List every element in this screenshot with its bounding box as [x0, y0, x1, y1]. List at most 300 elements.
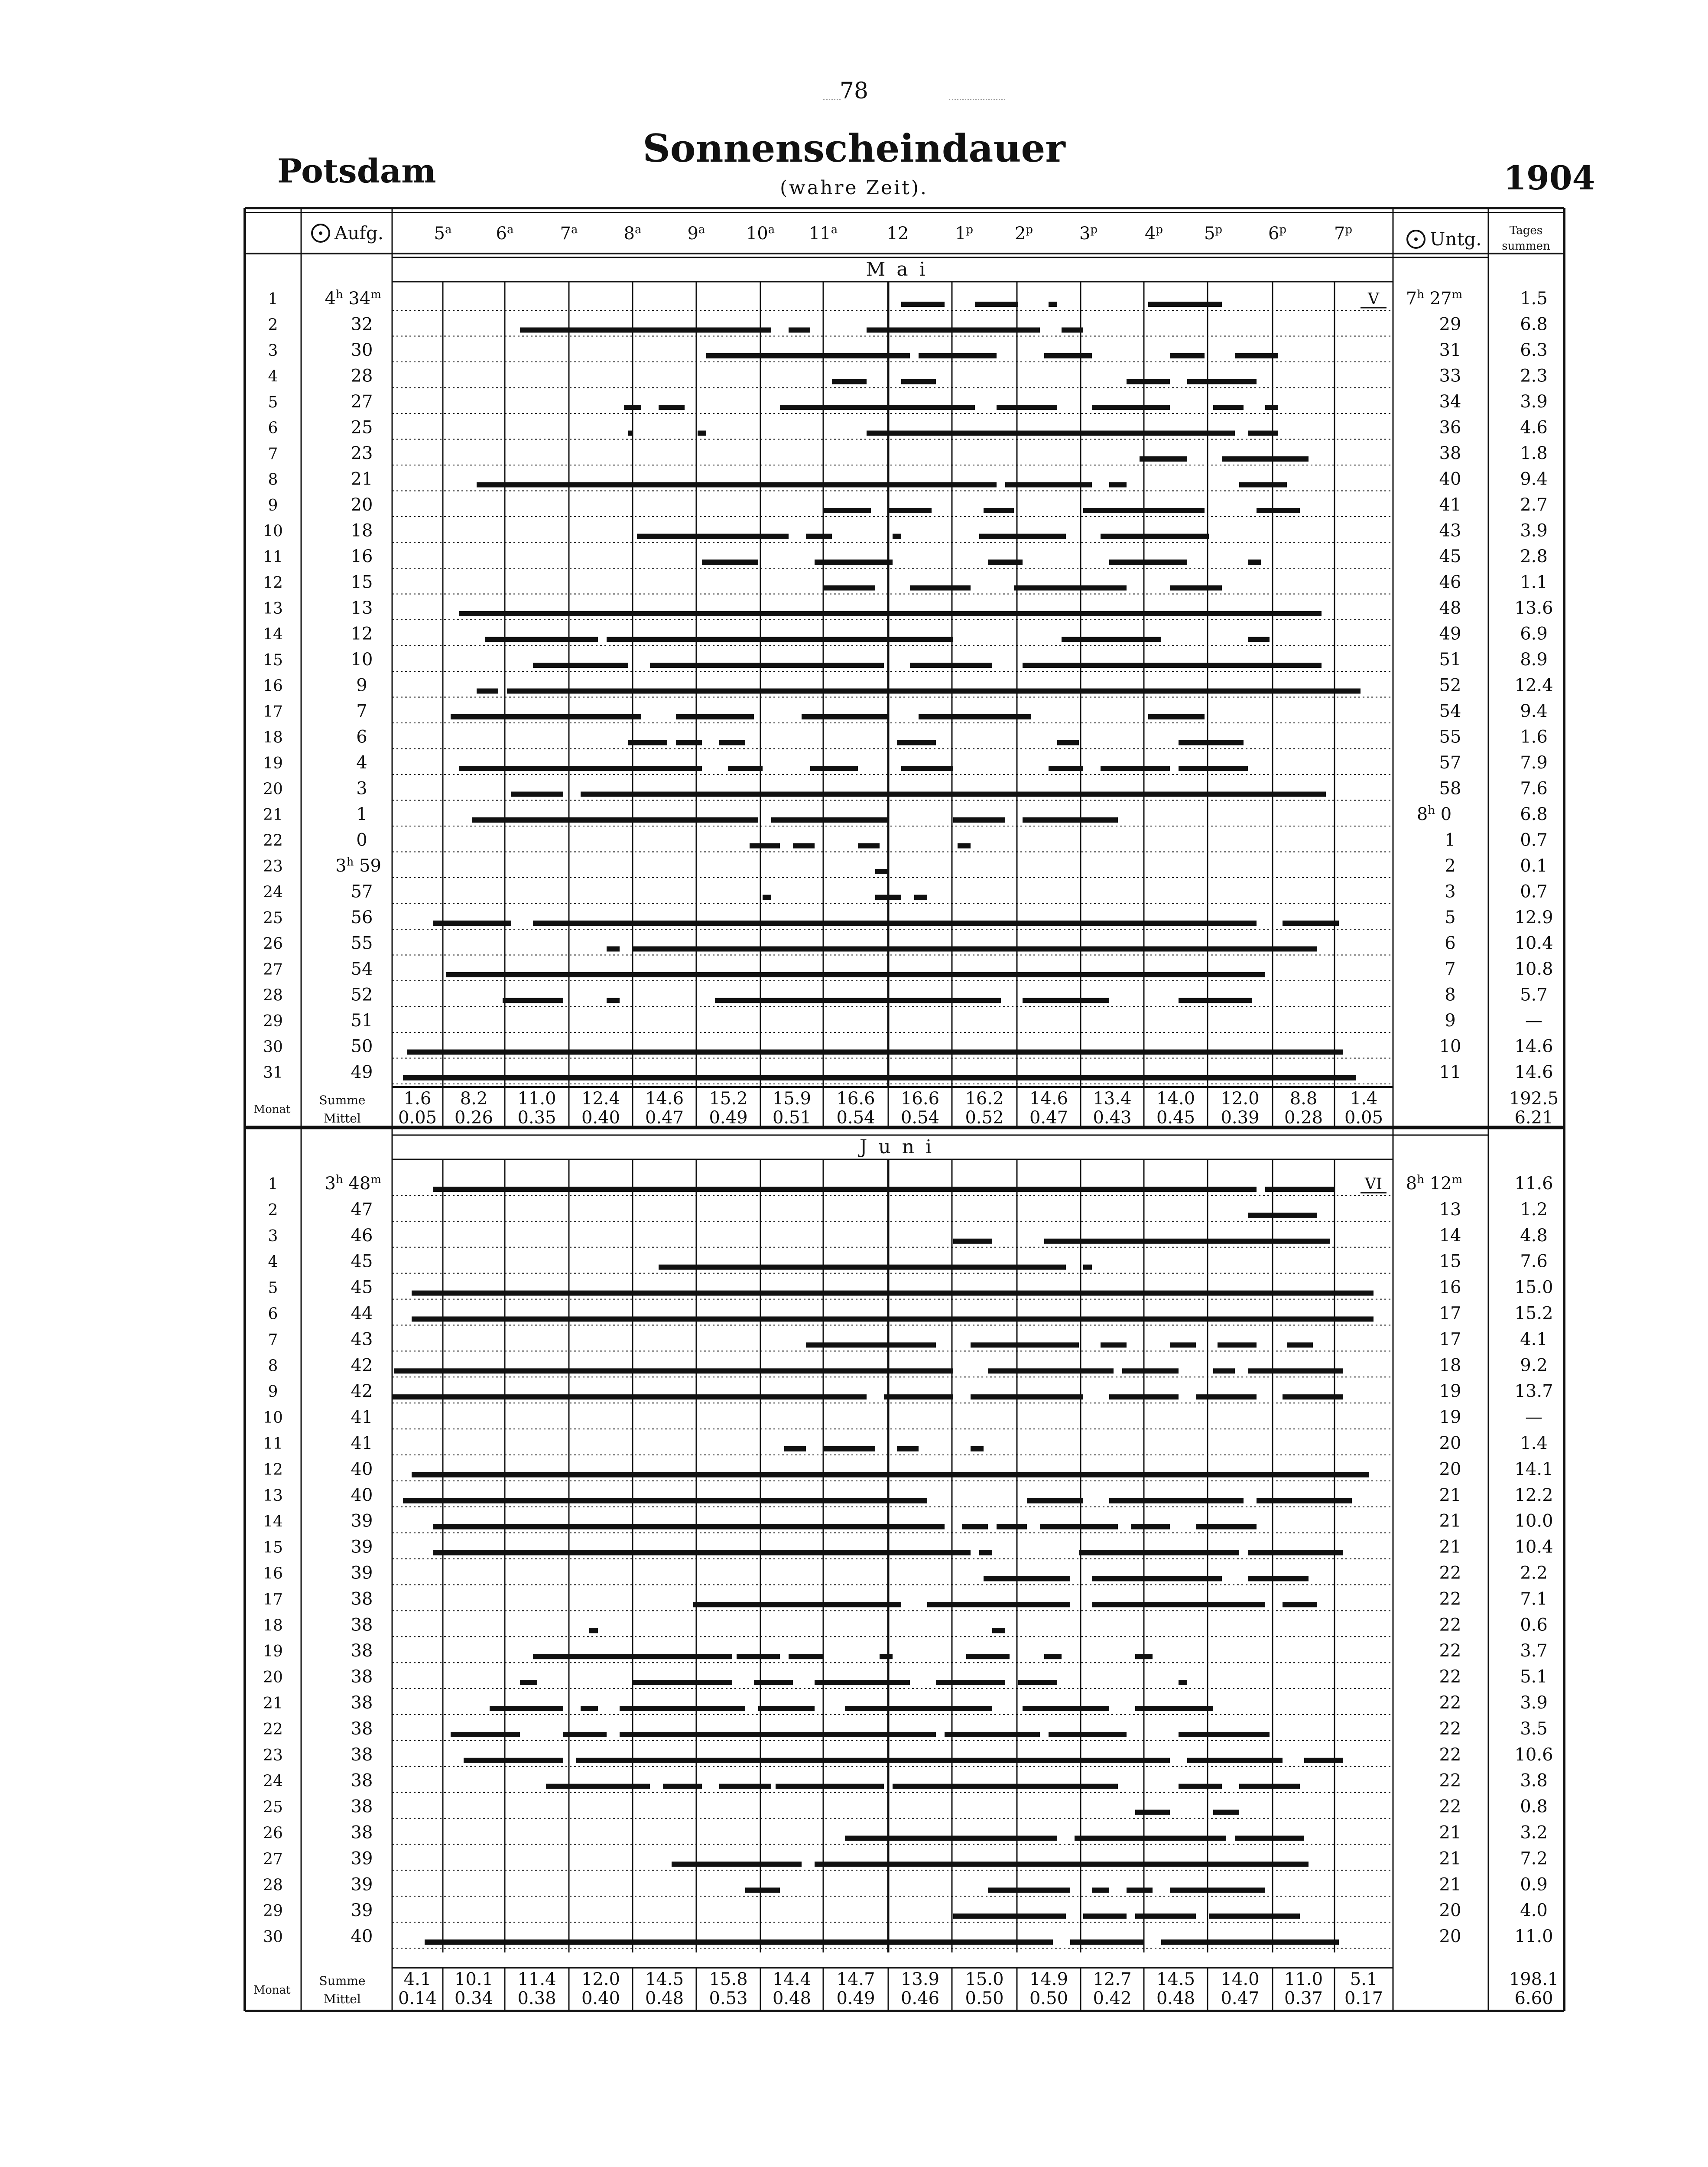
- hourly-sum: 11.0: [1284, 1969, 1323, 1989]
- sunshine-trace: [446, 972, 1265, 977]
- sunshine-trace: [485, 637, 598, 642]
- sunshine-trace: [1057, 740, 1079, 745]
- sunshine-trace: [1075, 1836, 1226, 1841]
- sunshine-trace: [628, 431, 633, 436]
- hourly-mean: 0.35: [517, 1108, 556, 1128]
- sunrise-time: 1: [356, 804, 367, 824]
- sunshine-trace: [1083, 1265, 1092, 1270]
- daily-total: —: [1525, 1011, 1542, 1031]
- sunset-time: 18: [1439, 1355, 1461, 1376]
- sunshine-trace: [624, 405, 641, 410]
- sunrise-time: 43: [351, 1329, 373, 1350]
- sunshine-trace: [1027, 1498, 1083, 1503]
- hourly-sum: 11.0: [517, 1089, 556, 1109]
- day-number: 2: [268, 316, 278, 334]
- sunset-time: 22: [1439, 1589, 1461, 1609]
- sunshine-trace: [477, 689, 498, 694]
- sunshine-trace: [672, 1861, 802, 1867]
- daily-total: 10.4: [1514, 1537, 1553, 1557]
- hourly-mean: 0.17: [1344, 1988, 1383, 2008]
- sunrise-time: 44: [351, 1303, 373, 1324]
- hourly-mean: 0.49: [836, 1988, 875, 2008]
- sunshine-trace: [1283, 1394, 1343, 1399]
- sunshine-trace: [1179, 998, 1252, 1003]
- sunrise-time: 52: [351, 985, 373, 1005]
- day-number: 1: [268, 290, 278, 308]
- sunshine-trace: [1023, 998, 1109, 1003]
- sunshine-trace: [802, 714, 888, 719]
- sunset-time: 21: [1439, 1848, 1461, 1869]
- sunshine-trace: [719, 1784, 771, 1789]
- day-number: 19: [263, 755, 283, 772]
- sunshine-trace: [966, 1654, 1010, 1659]
- day-number: 18: [263, 1617, 283, 1635]
- sunshine-trace: [1179, 1680, 1187, 1685]
- sunrise-time: 49: [351, 1062, 373, 1082]
- day-number: 25: [263, 1798, 283, 1816]
- sunshine-trace: [971, 1394, 1083, 1399]
- sunrise-time: 18: [351, 521, 373, 541]
- daily-total: 6.8: [1520, 314, 1548, 335]
- daily-total: 1.8: [1520, 443, 1548, 463]
- daily-total: 5.1: [1520, 1667, 1548, 1687]
- sunshine-trace: [1235, 1836, 1304, 1841]
- sunset-time: 43: [1439, 521, 1461, 541]
- daily-total: 7.2: [1520, 1848, 1548, 1869]
- sunshine-trace: [459, 611, 1322, 616]
- sunshine-trace: [845, 1706, 992, 1711]
- day-number: 12: [263, 574, 283, 592]
- hourly-mean: 0.05: [1344, 1108, 1383, 1128]
- sunshine-trace: [650, 663, 884, 668]
- sunshine-trace: [1248, 1550, 1343, 1555]
- hourly-sum: 8.8: [1289, 1089, 1318, 1109]
- station-name: Potsdam: [277, 152, 436, 190]
- sunshine-trace: [975, 302, 1018, 307]
- sunset-time: 22: [1439, 1563, 1461, 1583]
- daily-total: 0.6: [1520, 1615, 1548, 1635]
- page-subtitle: (wahre Zeit).: [780, 177, 928, 199]
- sunset-time: 3: [1445, 882, 1456, 902]
- daily-total: 11.6: [1514, 1174, 1553, 1194]
- sunrise-time: 10: [351, 650, 373, 670]
- sunshine-trace: [1257, 508, 1300, 513]
- sunshine-trace: [1049, 1732, 1127, 1737]
- month-total-sum: 192.5: [1509, 1089, 1559, 1109]
- daily-total: 1.6: [1520, 727, 1548, 747]
- sunshine-trace: [1109, 1394, 1179, 1399]
- daily-total: 1.4: [1520, 1433, 1548, 1453]
- mittel-label: Mittel: [324, 1992, 361, 2006]
- sunshine-trace: [789, 1654, 823, 1659]
- sunset-time: 20: [1439, 1900, 1461, 1921]
- sunshine-trace: [815, 1680, 910, 1685]
- sunshine-trace: [637, 534, 789, 539]
- sunshine-trace: [459, 766, 702, 771]
- sunshine-trace: [1170, 1342, 1196, 1347]
- daily-total: —: [1525, 1407, 1542, 1428]
- sunshine-trace: [745, 1887, 780, 1893]
- sunshine-trace: [945, 1732, 1040, 1737]
- sunshine-trace: [1083, 508, 1205, 513]
- hourly-mean: 0.40: [581, 1988, 620, 2008]
- sunshine-trace: [464, 1758, 563, 1763]
- summe-label: Summe: [319, 1093, 366, 1107]
- sunshine-trace: [893, 534, 901, 539]
- sunshine-trace: [910, 586, 971, 591]
- sunshine-trace: [698, 431, 706, 436]
- day-number: 26: [263, 935, 283, 953]
- sunset-time: 15: [1439, 1251, 1461, 1272]
- daily-total: 10.8: [1514, 959, 1553, 979]
- day-number: 13: [263, 600, 283, 618]
- daily-total: 10.6: [1514, 1744, 1553, 1765]
- sunshine-trace: [784, 1446, 806, 1451]
- sunshine-trace: [412, 1291, 1374, 1296]
- sunshine-trace: [392, 1394, 867, 1399]
- hourly-sum: 15.0: [965, 1969, 1004, 1989]
- hourly-sum: 16.2: [965, 1089, 1004, 1109]
- sunshine-trace: [1248, 1368, 1343, 1373]
- sunshine-trace: [607, 998, 620, 1003]
- sunshine-trace: [1287, 1342, 1313, 1347]
- hourly-sum: 14.0: [1156, 1089, 1195, 1109]
- sunshine-trace: [676, 740, 702, 745]
- daily-total: 2.2: [1520, 1563, 1548, 1583]
- sunshine-trace: [607, 947, 620, 952]
- day-number: 21: [263, 1695, 283, 1712]
- sunshine-trace: [919, 353, 997, 358]
- sunrise-time: 51: [351, 1011, 373, 1031]
- day-number: 16: [263, 1565, 283, 1583]
- sunset-time: 19: [1439, 1407, 1461, 1428]
- hourly-mean: 0.51: [772, 1108, 812, 1128]
- sunshine-trace: [1127, 1887, 1153, 1893]
- daily-total: 12.9: [1514, 908, 1553, 927]
- sunshine-trace: [728, 766, 763, 771]
- sunshine-trace: [988, 1887, 1070, 1893]
- day-number: 7: [268, 1331, 278, 1349]
- sunshine-trace: [1265, 405, 1278, 410]
- sunshine-trace: [893, 1784, 1118, 1789]
- sunrise-time: 45: [351, 1251, 373, 1272]
- sunshine-trace: [958, 843, 971, 849]
- sun-symbol-dot: [1414, 238, 1418, 241]
- sunshine-trace: [1122, 1368, 1179, 1373]
- hourly-sum: 8.2: [460, 1089, 488, 1109]
- sunshine-trace: [1023, 1706, 1109, 1711]
- day-number: 24: [263, 1772, 283, 1790]
- hourly-sum: 15.8: [709, 1969, 748, 1989]
- sunshine-trace: [1070, 1939, 1144, 1945]
- hourly-sum: 16.6: [836, 1089, 875, 1109]
- sunshine-trace: [1283, 1602, 1317, 1607]
- sunshine-trace: [1062, 328, 1083, 333]
- sunshine-trace: [433, 1550, 971, 1555]
- sunrise-time: 3$^h$ 48$^m$: [325, 1173, 381, 1194]
- sunrise-time: 54: [351, 959, 373, 979]
- sunset-time: 8$^h$ 12$^m$: [1406, 1173, 1463, 1194]
- sunset-time: 21: [1439, 1485, 1461, 1505]
- hourly-mean: 0.38: [517, 1988, 556, 2008]
- sunshine-trace: [607, 637, 953, 642]
- sunshine-trace: [771, 817, 888, 823]
- sunshine-trace: [533, 921, 1257, 926]
- sunshine-trace: [702, 560, 758, 565]
- day-number: 2: [268, 1201, 278, 1219]
- sunshine-trace: [1265, 1187, 1335, 1192]
- sunshine-trace: [997, 1524, 1027, 1529]
- sunshine-trace: [927, 1602, 1070, 1607]
- sunset-time: 51: [1439, 650, 1461, 670]
- day-number: 15: [263, 651, 283, 669]
- month-total-mean: 6.21: [1514, 1108, 1553, 1128]
- hourly-mean: 0.47: [1221, 1988, 1260, 2008]
- day-number: 26: [263, 1824, 283, 1842]
- sunrise-time: 41: [351, 1407, 373, 1428]
- sunset-time: 22: [1439, 1796, 1461, 1817]
- sunshine-trace: [754, 1680, 793, 1685]
- day-number: 22: [263, 832, 283, 850]
- sunshine-trace: [433, 1187, 1257, 1192]
- sunshine-trace: [810, 766, 858, 771]
- sunshine-trace: [1131, 1524, 1170, 1529]
- sunshine-trace: [1248, 1576, 1309, 1581]
- sunrise-time: 38: [351, 1744, 373, 1765]
- sun-symbol-dot: [319, 231, 322, 235]
- sunshine-trace: [633, 1680, 732, 1685]
- sunshine-trace: [901, 766, 953, 771]
- sunrise-time: 30: [351, 340, 373, 360]
- sunset-time: 8: [1445, 985, 1456, 1005]
- daily-total: 1.1: [1520, 572, 1548, 592]
- day-number: 15: [263, 1539, 283, 1557]
- sunshine-trace: [451, 714, 641, 719]
- hourly-mean: 0.40: [581, 1108, 620, 1128]
- sunshine-trace: [758, 1706, 815, 1711]
- sunset-time: 46: [1439, 572, 1461, 592]
- hourly-sum: 11.4: [517, 1969, 556, 1989]
- sunshine-trace: [815, 1861, 1309, 1867]
- sunset-time: 19: [1439, 1381, 1461, 1402]
- sunshine-trace: [1135, 1810, 1170, 1815]
- sunshine-trace: [953, 1239, 992, 1244]
- sunset-time: 20: [1439, 1926, 1461, 1947]
- daily-total: 3.9: [1520, 392, 1548, 412]
- daily-total: 12.4: [1514, 675, 1553, 696]
- sunset-time: 9: [1445, 1011, 1456, 1031]
- year-label: 1904: [1503, 159, 1595, 197]
- daily-total: 3.7: [1520, 1641, 1548, 1661]
- sunrise-time: 38: [351, 1693, 373, 1713]
- hourly-sum: 15.2: [709, 1089, 748, 1109]
- hour-label: 10$^a$: [746, 223, 775, 244]
- sunshine-trace: [403, 1498, 927, 1503]
- sunrise-time: 39: [351, 1848, 373, 1869]
- month-total-mean: 6.60: [1514, 1988, 1553, 2008]
- sunrise-time: 3: [356, 778, 367, 799]
- sunshine-trace: [897, 1446, 919, 1451]
- hourly-mean: 0.39: [1221, 1108, 1260, 1128]
- sunshine-trace: [1170, 1887, 1265, 1893]
- sunshine-trace: [875, 869, 888, 874]
- sunset-header: Untg.: [1430, 228, 1482, 250]
- sunshine-trace: [1222, 456, 1309, 462]
- daily-total: 5.7: [1520, 985, 1548, 1005]
- sunshine-trace: [620, 1732, 936, 1737]
- sunshine-trace: [763, 895, 771, 900]
- month-total-sum: 198.1: [1509, 1969, 1559, 1989]
- sunshine-trace: [1187, 1758, 1283, 1763]
- sunshine-trace: [659, 1265, 1066, 1270]
- hour-label: 5$^p$: [1204, 223, 1223, 244]
- sunshine-trace: [533, 1654, 732, 1659]
- day-number: 28: [263, 986, 283, 1005]
- sunshine-trace: [433, 921, 511, 926]
- day-number: 28: [263, 1876, 283, 1894]
- sunset-time: 52: [1439, 675, 1461, 696]
- sunshine-trace: [888, 508, 932, 513]
- day-number: 11: [263, 548, 283, 566]
- daily-total: 3.9: [1520, 1693, 1548, 1713]
- sunset-time: 22: [1439, 1693, 1461, 1713]
- hourly-mean: 0.48: [645, 1988, 684, 2008]
- sunrise-time: 38: [351, 1667, 373, 1687]
- sunrise-time: 20: [351, 495, 373, 515]
- sunshine-trace: [676, 714, 754, 719]
- hour-label: 6$^a$: [496, 223, 514, 244]
- sunset-time: 33: [1439, 366, 1461, 386]
- sunrise-time: 41: [351, 1433, 373, 1453]
- sunrise-time: 7: [356, 701, 367, 721]
- sunset-time: 41: [1439, 495, 1461, 515]
- sunshine-trace: [1179, 740, 1244, 745]
- sunshine-trace: [581, 792, 1326, 797]
- sunshine-trace: [806, 534, 832, 539]
- daily-total: 13.7: [1514, 1381, 1553, 1402]
- hourly-sum: 12.4: [581, 1089, 620, 1109]
- hour-label: 4$^p$: [1144, 223, 1163, 244]
- page-title: Sonnenscheindauer: [643, 126, 1065, 171]
- day-number: 4: [268, 368, 278, 386]
- day-number: 27: [263, 1850, 283, 1868]
- day-number: 5: [268, 394, 278, 411]
- sunrise-time: 15: [351, 572, 373, 592]
- sunset-time: 22: [1439, 1744, 1461, 1765]
- daily-total: 9.2: [1520, 1355, 1548, 1376]
- sunshine-trace: [793, 843, 815, 849]
- sunshine-trace: [823, 508, 871, 513]
- sunset-time: 22: [1439, 1615, 1461, 1635]
- sunset-time: 20: [1439, 1433, 1461, 1453]
- sunrise-header: Aufg.: [334, 222, 384, 244]
- sunshine-trace: [706, 353, 910, 358]
- hourly-mean: 0.14: [398, 1988, 437, 2008]
- sunshine-trace: [780, 405, 975, 410]
- month-name: M a i: [866, 258, 928, 280]
- day-number: 20: [263, 1669, 283, 1687]
- daily-total: 0.1: [1520, 856, 1548, 876]
- day-number: 5: [268, 1279, 278, 1297]
- hour-label: 11$^a$: [809, 223, 838, 244]
- sunshine-trace: [1235, 353, 1278, 358]
- day-number: 8: [268, 471, 278, 489]
- hourly-sum: 15.9: [772, 1089, 812, 1109]
- hour-label: 6$^p$: [1268, 223, 1287, 244]
- hourly-mean: 0.42: [1093, 1988, 1132, 2008]
- sunshine-trace: [1196, 1524, 1257, 1529]
- sunshine-trace: [1044, 1239, 1330, 1244]
- daily-total: 7.9: [1520, 753, 1548, 773]
- daily-total: 9.4: [1520, 469, 1548, 489]
- sunshine-trace: [1213, 405, 1244, 410]
- hourly-sum: 14.7: [836, 1969, 875, 1989]
- daily-total: 6.8: [1520, 804, 1548, 824]
- hourly-mean: 0.54: [900, 1108, 940, 1128]
- month-name: J u n i: [859, 1136, 935, 1158]
- sunshine-trace: [412, 1472, 1369, 1477]
- sunshine-trace: [919, 714, 1031, 719]
- sunshine-trace: [1248, 560, 1261, 565]
- sunshine-trace: [1179, 766, 1248, 771]
- sunshine-trace: [1109, 482, 1127, 488]
- daily-total: 7.6: [1520, 1251, 1548, 1272]
- hourly-mean: 0.48: [1156, 1988, 1195, 2008]
- sunshine-trace: [1023, 817, 1118, 823]
- sunshine-trace: [858, 843, 880, 849]
- sunshine-trace: [1283, 921, 1339, 926]
- hourly-sum: 14.6: [1029, 1089, 1068, 1109]
- sunrise-time: 46: [351, 1225, 373, 1246]
- daily-total: 4.1: [1520, 1329, 1548, 1350]
- day-number: 16: [263, 677, 283, 695]
- hourly-mean: 0.47: [1029, 1108, 1068, 1128]
- sunset-time: 40: [1439, 469, 1461, 489]
- sunshine-trace: [511, 792, 563, 797]
- sunshine-trace: [563, 1732, 607, 1737]
- sunshine-trace: [1109, 560, 1187, 565]
- day-number: 27: [263, 961, 283, 979]
- sunshine-trace: [953, 817, 1005, 823]
- hourly-mean: 0.43: [1093, 1108, 1132, 1128]
- sunshine-trace: [1018, 1680, 1057, 1685]
- day-number: 10: [263, 522, 283, 540]
- day-number: 8: [268, 1357, 278, 1375]
- sunrise-time: 0: [356, 830, 367, 850]
- day-number: 13: [263, 1487, 283, 1505]
- day-number: 21: [263, 806, 283, 824]
- sunrise-time: 57: [351, 882, 373, 902]
- sunshine-trace: [1218, 1342, 1257, 1347]
- sunrise-time: 4: [356, 753, 367, 773]
- daily-total: 7.1: [1520, 1589, 1548, 1609]
- sunshine-trace: [1170, 586, 1222, 591]
- sunrise-time: 38: [351, 1822, 373, 1843]
- sunshine-trace: [581, 1706, 598, 1711]
- sunshine-trace: [845, 1836, 1057, 1841]
- sunshine-trace: [520, 328, 771, 333]
- page-number: 78: [839, 78, 869, 104]
- sunshine-trace: [412, 1317, 1374, 1322]
- sunset-time: 36: [1439, 417, 1461, 438]
- month-roman-numeral: V: [1368, 290, 1379, 308]
- hourly-sum: 10.1: [454, 1969, 494, 1989]
- hour-label: 12: [886, 224, 909, 244]
- sunset-time: 1: [1445, 830, 1456, 850]
- sunshine-trace: [576, 1758, 1170, 1763]
- daily-total: 14.1: [1514, 1459, 1553, 1479]
- sunrise-time: 39: [351, 1511, 373, 1531]
